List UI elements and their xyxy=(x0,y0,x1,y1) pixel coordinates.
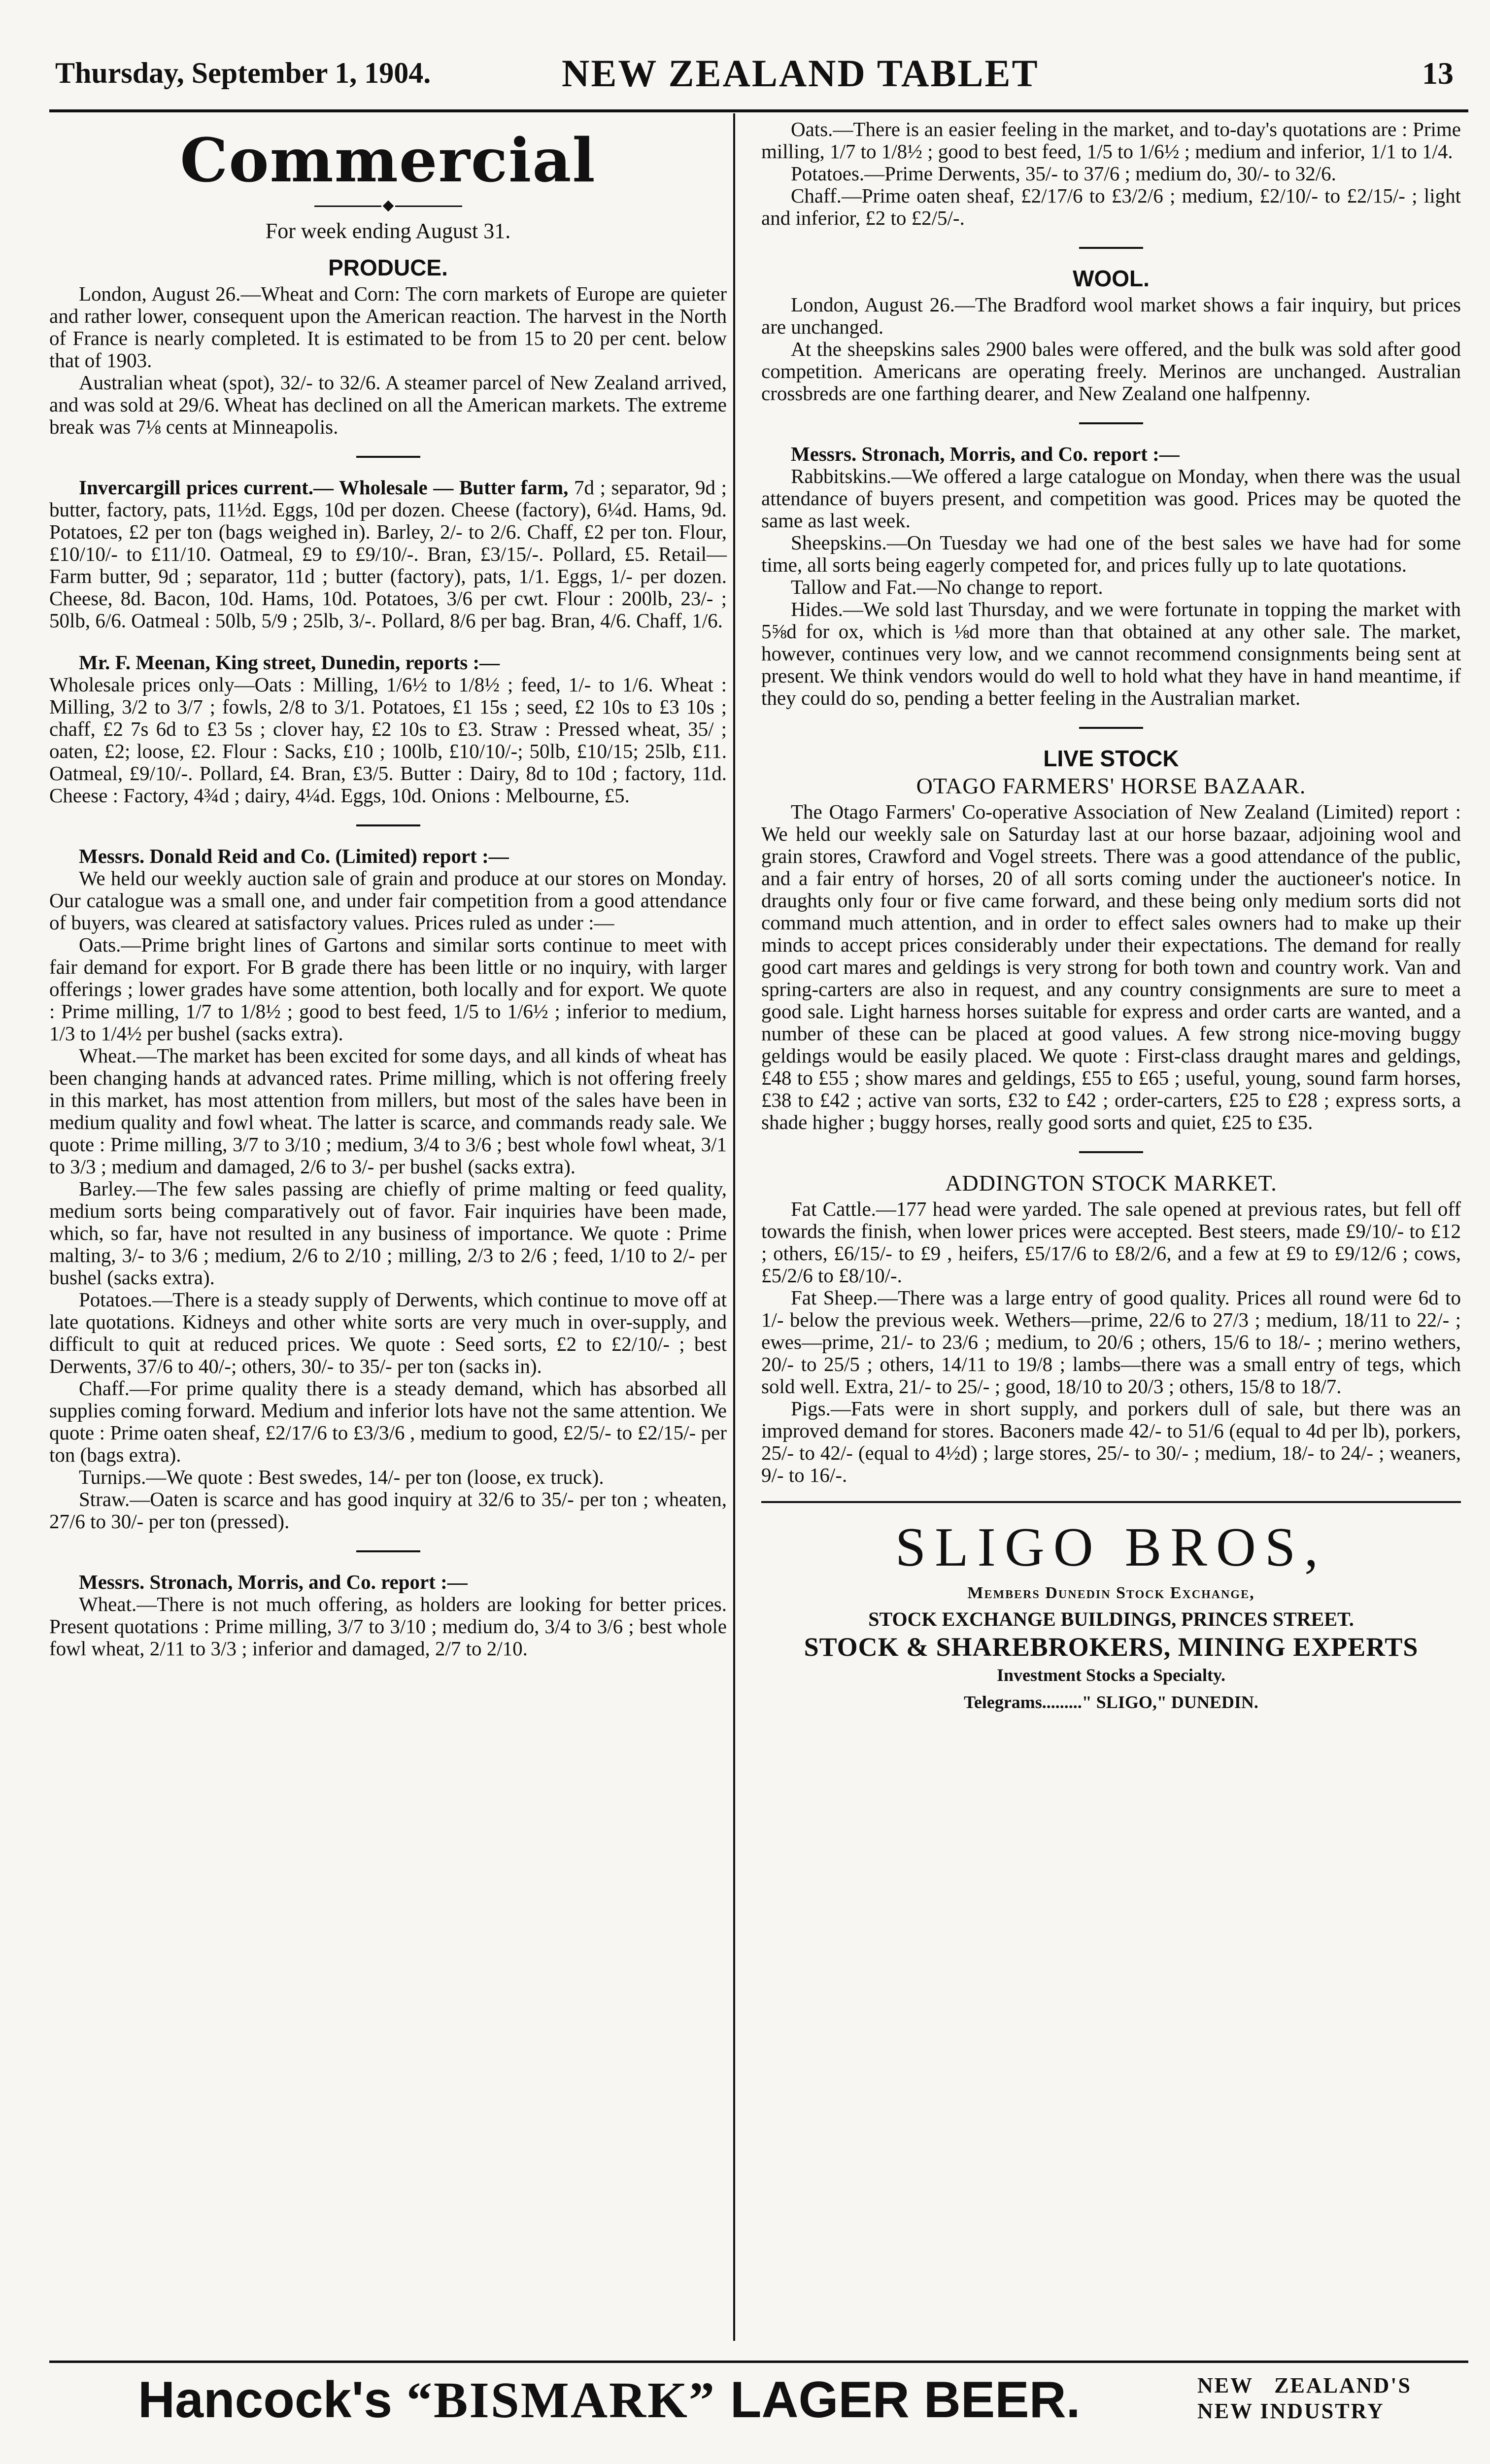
rule-line xyxy=(314,205,381,207)
footer-rule xyxy=(49,2361,1468,2363)
week-ending: For week ending August 31. xyxy=(265,219,511,243)
article-paragraph: Tallow and Fat.—No change to report. xyxy=(791,576,1103,598)
section-rule xyxy=(356,1550,420,1552)
meenan-text: Wholesale prices only—Oats : Milling, 1/6½ to 1/8½ ; feed, 1/- to 1/6. Wheat : Milling, 3/2 to 3/7 ; fowls, 2/8 to 3/1. Potatoes, £1 15s ; seed, £2 10s to £3 10s ; chaff, £2 7s 6d to £3 5s ; clover hay, £2 10s to £3. Straw : Pressed wheat, 35/ ; oaten, £2; loose, £2. Flour : Sacks, £10 ; 100lb, £10/10/-; 50lb, £10/15; 25lb, £11. Oatmeal, £9/10/-. Pollard, £4. Bran, £3/5. Butter : Dairy, 8d to 10d ; factory, 11d. Cheese : Factory, 4¾d ; dairy, 4¼d. Eggs, 10d. Onions : Melbourne, £5. xyxy=(49,673,727,807)
section-rule xyxy=(356,456,420,458)
sligo-advert xyxy=(761,1501,1461,1713)
article-paragraph: Rabbitskins.—We offered a large catalogue on Monday, when there was the usual attendance of buyers present, and competition was good. Prices may be quoted the same as last week. xyxy=(761,465,1461,532)
spacer xyxy=(49,632,727,651)
rule-line xyxy=(395,205,462,207)
bazaar-heading: OTAGO FARMERS' HORSE BAZAAR. xyxy=(916,773,1306,798)
article-paragraph: Straw.—Oaten is scarce and has good inquiry at 32/6 to 35/- per ton ; wheaten, 27/6 to 30/- per ton (pressed). xyxy=(49,1488,727,1533)
page-number: 13 xyxy=(1422,56,1454,91)
tagline-row xyxy=(1197,2373,1412,2398)
left-column xyxy=(49,118,727,1660)
article-paragraph: London, August 26.—The Bradford wool market shows a fair inquiry, but prices are unchanged. xyxy=(761,293,1461,338)
article-paragraph: Oats.—There is an easier feeling in the market, and to-day's quotations are : Prime milling, 1/7 to 1/8½ ; good to best feed, 1/5 to 1/6½ ; medium and inferior, 1/1 to 1/4. xyxy=(761,118,1461,163)
article-paragraph: Fat Cattle.—177 head were yarded. The sale opened at previous rates, but fell off towards the finish, when lower prices were accepted. Best steers, made £9/10/- to £12 ; others, £6/15/- to £9 , heifers, £5/17/6 to £8/2/6, and a few at £9 to £9/12/6 ; cows, £5/2/6 to £8/10/-. xyxy=(761,1198,1461,1287)
article-paragraph: Pigs.—Fats were in short supply, and porkers dull of sale, but there was an improved demand for stores. Baconers made 42/- to 51/6 (equal to 4d per lb), porkers, 25/- to 42/- (equal to 4½d) ; large stores, 25/- to 30/- ; medium, 18/- to 24/- ; weaners, 9/- to 16/-. xyxy=(761,1397,1461,1486)
advert-members: Members Dunedin Stock Exchange, xyxy=(967,1584,1255,1602)
produce-heading: PRODUCE. xyxy=(328,255,448,280)
advert-name: SLIGO BROS, xyxy=(895,1517,1327,1578)
article-paragraph: Wheat.—The market has been excited for some days, and all kinds of wheat has been changing hands at advanced rates. Prime milling, which is not offering freely in this market, has most attention from millers, but most of the sales have been in medium quality and fowl wheat. The latter is scarce, and commands ready sale. We quote : Prime milling, 3/7 to 3/10 ; medium, 3/4 to 3/6 ; best whole fowl wheat, 3/1 to 3/3 ; medium and damaged, 2/6 to 3/- per bushel (sacks extra). xyxy=(49,1044,727,1178)
tagline-new: NEW xyxy=(1197,2373,1254,2397)
stronach-heading: Messrs. Stronach, Morris, and Co. report :— xyxy=(79,1571,468,1593)
section-rule xyxy=(356,824,420,826)
article-paragraph: Oats.—Prime bright lines of Gartons and similar sorts continue to meet with fair demand for export. For B grade there has been little or no inquiry, with larger offerings ; lower grades have some attention, both locally and for export. We quote : Prime milling, 1/7 to 1/8½ ; good to best feed, 1/5 to 1/6½ ; inferior to medium, 1/3 to 1/4½ per bushel (sacks extra). xyxy=(49,933,727,1045)
tagline-industry: NEW INDUSTRY xyxy=(1197,2399,1385,2423)
advert-address: STOCK EXCHANGE BUILDINGS, PRINCES STREET. xyxy=(868,1608,1354,1630)
footer-advert xyxy=(138,2365,1081,2435)
article-paragraph: Hides.—We sold last Thursday, and we were fortunate in topping the market with 5⅝d for ox, which is ⅛d more than that obtained at any other sale. The market, however, continues very low, and we cannot recommend consignments being sent at present. We think vendors would do well to hold what they have in hand meantime, if they could do so, pending a better feeling in the Australian market. xyxy=(761,598,1461,709)
footer-tagline xyxy=(1197,2373,1412,2424)
invercargill-text: 7d ; separator, 9d ; butter, factory, pats, 11½d. Eggs, 10d per dozen. Cheese (factory), 6¼d. Hams, 9d. Potatoes, £2 per ton (bags weighed in). Barley, 2/- to 2/6. Chaff, £2 per ton. Flour, £10/10/- to £11/10. Oatmeal, £9 to £9/10/-. Bran, £3/15/-. Pollard, £5. Retail—Farm butter, 9d ; separator, 11d ; butter (factory), pats, 1/1. Eggs, 1/- per dozen. Cheese, 8d. Bacon, 10d. Hams, 10d. Potatoes, 3/6 per cwt. Flour : 200lb, 23/- ; 50lb, 6/6. Oatmeal : 50lb, 5/9 ; 25lb, 3/-. Pollard, 8/6 per bag. Bran, 4/6. Chaff, 1/6. xyxy=(49,476,727,632)
footer-brand-suffix: LAGER BEER. xyxy=(715,2371,1081,2429)
masthead-title: NEW ZEALAND TABLET xyxy=(562,52,1039,95)
ornament-rule xyxy=(314,202,462,210)
advert-specialty: Investment Stocks a Specialty. xyxy=(996,1665,1225,1685)
section-rule xyxy=(1079,422,1143,424)
footer-brand-prefix: Hancock's xyxy=(138,2371,406,2429)
section-rule xyxy=(1079,1151,1143,1153)
article-paragraph: Barley.—The few sales passing are chiefly of prime malting or feed quality, medium sorts being comparatively out of favor. Fair inquiries have been made, which, so far, have not resulted in any business of importance. We quote : Prime malting, 3/- to 3/6 ; medium, 2/6 to 2/10 ; milling, 2/3 to 2/6 ; feed, 1/10 to 2/- per bushel (sacks extra). xyxy=(49,1177,727,1289)
invercargill-report xyxy=(49,477,727,632)
section-title: Commercial xyxy=(180,125,596,196)
tagline-zealands: ZEALAND'S xyxy=(1274,2373,1412,2397)
invercargill-lead: Invercargill prices current.— Wholesale — Butter farm, xyxy=(79,476,569,499)
addington-heading: ADDINGTON STOCK MARKET. xyxy=(945,1170,1277,1196)
article-paragraph: Chaff.—Prime oaten sheaf, £2/17/6 to £3/2/6 ; medium, £2/10/- to £2/15/- ; light and inferior, £2 to £2/5/-. xyxy=(761,184,1461,229)
footer-brand-name: “BISMARK” xyxy=(406,2372,716,2429)
section-rule xyxy=(1079,727,1143,729)
tagline-row xyxy=(1197,2398,1412,2424)
article-paragraph: Australian wheat (spot), 32/- to 32/6. A steamer parcel of New Zealand arrived, and was sold at 29/6. Wheat has declined on all the American markets. The extreme break was 7⅛ cents at Minneapolis. xyxy=(49,371,727,438)
article-paragraph: Wheat.—There is not much offering, as holders are looking for better prices. Present quotations : Prime milling, 3/7 to 3/10 ; medium do, 3/4 to 3/6 ; best whole fowl wheat, 2/11 to 3/3 ; inferior and damaged, 2/7 to 2/10. xyxy=(49,1593,727,1660)
article-paragraph: Turnips.—We quote : Best swedes, 14/- per ton (loose, ex truck). xyxy=(79,1466,604,1488)
article-paragraph: Fat Sheep.—There was a large entry of good quality. Prices all round were 6d to 1/- below the previous week. Wethers—prime, 22/6 to 27/3 ; medium, 18/11 to 22/- ; ewes—prime, 21/- to 23/6 ; medium, to 20/6 ; others, 15/6 to 18/- ; merino wethers, 20/- to 25/5 ; others, 14/11 to 19/8 ; lambs—there was a small entry of tegs, which sold well. Extra, 21/- to 25/- ; good, 18/10 to 20/3 ; others, 15/8 to 18/7. xyxy=(761,1286,1461,1398)
header-rule xyxy=(49,109,1468,112)
wool-heading: WOOL. xyxy=(1073,266,1150,291)
article-paragraph: At the sheepskins sales 2900 bales were offered, and the bulk was sold after good competition. Americans are operating freely. Merinos are unchanged. Australian crossbreds are one farthing dearer, and New Zealand one halfpenny. xyxy=(761,338,1461,405)
article-paragraph: London, August 26.—Wheat and Corn: The corn markets of Europe are quieter and rather lower, consequent upon the American reaction. The harvest in the North of France is nearly completed. It is estimated to be from 15 to 20 per cent. below that of 1903. xyxy=(49,282,727,372)
diamond-icon xyxy=(382,201,394,212)
article-paragraph: The Otago Farmers' Co-operative Association of New Zealand (Limited) report : We held our weekly sale on Saturday last at our horse bazaar, adjoining wool and grain stores, Crawford and Vogel streets. There was a good attendance of the public, and a fair entry of horses, 20 of all sorts coming under the auctioneer's notice. In draughts only four or five came forward, and these being only medium sorts did not command much attention, and in order to effect sales owners had to make up their minds to accept prices considerably under their expectations. The demand for really good cart mares and geldings is very strong for both town and country work. Van and spring-carters are also in request, and any country consignments are sure to meet a good sale. Light harness horses suitable for express and order carts are wanted, and a number of these can be placed at good values. A few strong nice-moving buggy geldings would be easily placed. We quote : First-class draught mares and geldings, £48 to £55 ; show mares and geldings, £55 to £65 ; useful, young, sound farm horses, £38 to £42 ; active van sorts, £32 to £42 ; order-carters, £25 to £28 ; express sorts, a shade higher ; buggy horses, really good sorts and quiet, £25 to £35. xyxy=(761,800,1461,1133)
article-paragraph: We held our weekly auction sale of grain and produce at our stores on Monday. Our catalogue was a small one, and under fair competition from a good attendance of buyers, was cleared at satisfactory values. Prices ruled as under :— xyxy=(49,867,727,934)
livestock-heading: LIVE STOCK xyxy=(1043,746,1179,771)
advert-business: STOCK & SHAREBROKERS, MINING EXPERTS xyxy=(804,1632,1419,1662)
section-rule xyxy=(1079,247,1143,249)
column-divider xyxy=(733,113,735,2341)
stronach-heading: Messrs. Stronach, Morris, and Co. report :— xyxy=(791,443,1180,465)
article-paragraph: Potatoes.—Prime Derwents, 35/- to 37/6 ; medium do, 30/- to 32/6. xyxy=(791,162,1336,185)
article-paragraph: Potatoes.—There is a steady supply of Derwents, which continue to move off at late quotations. Kidneys and other white sorts are very much in over-supply, and difficult to quit at reduced prices. We quote : Seed sorts, £2 to £2/10/- ; best Derwents, 37/6 to 40/-; others, 30/- to 35/- per ton (sacks in). xyxy=(49,1288,727,1377)
meenan-lead: Mr. F. Meenan, King street, Dunedin, reports :— xyxy=(79,651,500,674)
advert-telegrams: Telegrams........." SLIGO," DUNEDIN. xyxy=(964,1692,1258,1712)
header-date: Thursday, September 1, 1904. xyxy=(55,57,431,89)
reid-heading: Messrs. Donald Reid and Co. (Limited) report :— xyxy=(79,845,509,867)
article-paragraph: Chaff.—For prime quality there is a steady demand, which has absorbed all supplies coming forward. Medium and inferior lots have not the same attention. We quote : Prime oaten sheaf, £2/17/6 to £3/3/6 , medium to good, £2/5/- to £2/15/- per ton (bags extra). xyxy=(49,1377,727,1466)
article-paragraph: Sheepskins.—On Tuesday we had one of the best sales we have had for some time, all sorts being eagerly competed for, and prices fully up to late quotations. xyxy=(761,531,1461,576)
page-header xyxy=(49,53,1463,107)
right-column xyxy=(761,118,1461,1718)
